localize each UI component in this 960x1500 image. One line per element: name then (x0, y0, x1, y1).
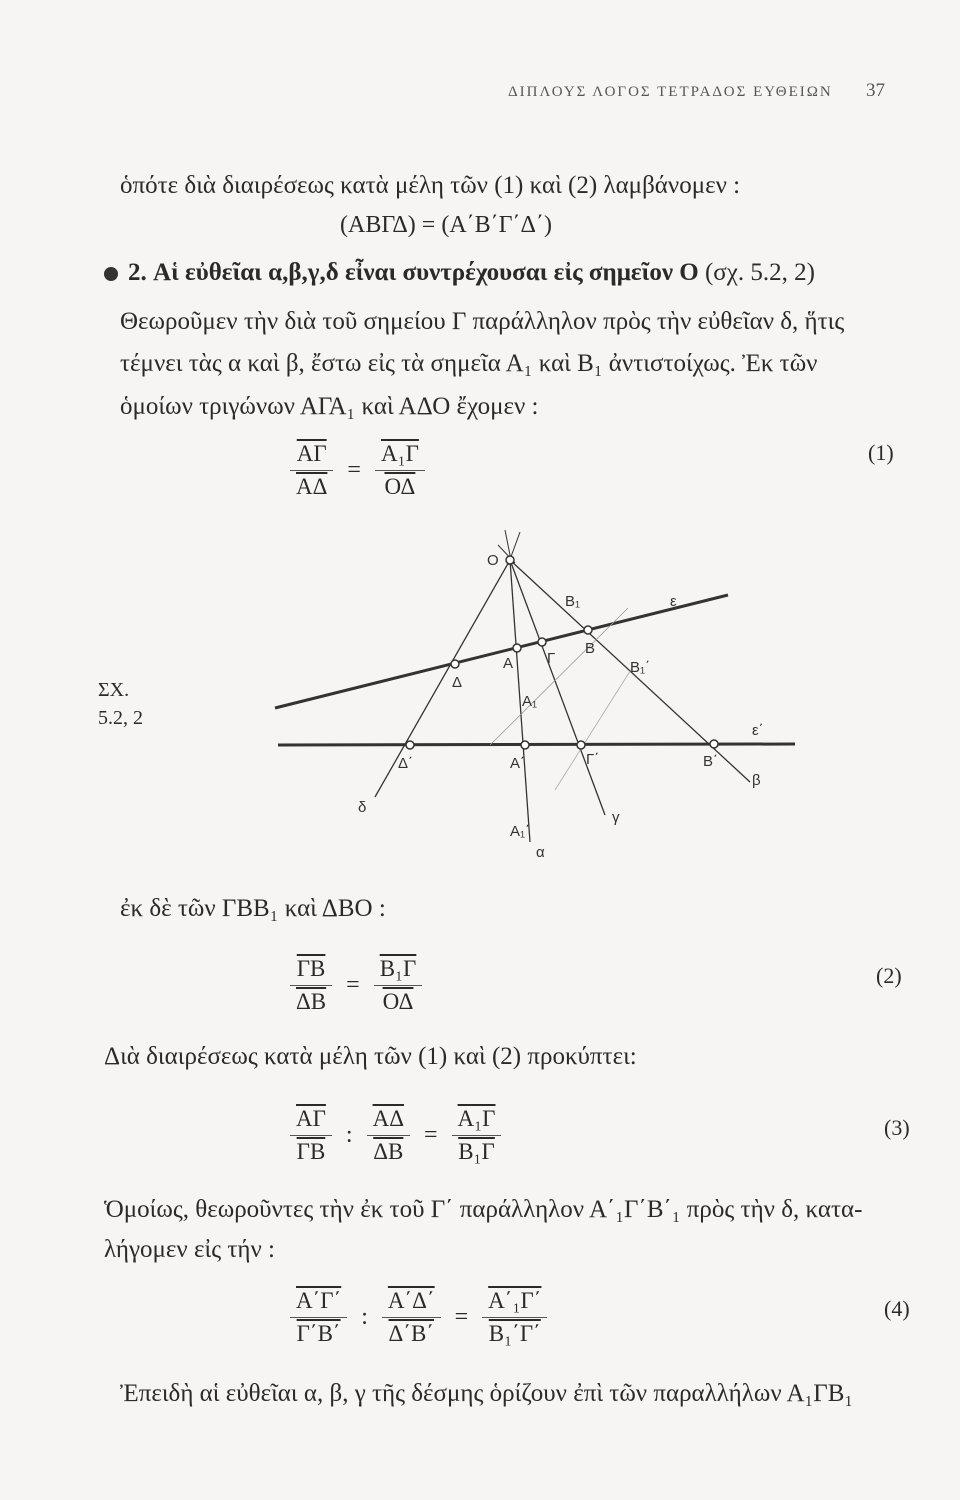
point-delta-prime (406, 741, 414, 749)
case-2-title: Αἱ εὐθεῖαι α,β,γ,δ εἶναι συντρέχουσαι εἰς σημεῖον Ο (153, 259, 699, 286)
label-b-prime: B΄ (703, 753, 718, 770)
case-2-number: 2. (128, 259, 147, 286)
eq3-equals: = (424, 1122, 438, 1148)
eq2-rhs-num: Β₁Γ (374, 953, 423, 986)
eq2-rhs-fraction (374, 953, 423, 1018)
label-a1-prime: A₁΄ (510, 823, 531, 840)
cross-ratio-equation: (ΑΒΓΔ) = (Α΄Β΄Γ΄Δ΄) (340, 212, 552, 238)
label-delta-point: Δ (452, 674, 463, 691)
label-delta-prime: Δ΄ (398, 755, 414, 772)
para2-line-2: λήγομεν εἰς τήν : (104, 1236, 275, 1263)
point-delta (451, 660, 459, 668)
para2-line-1: Ὁμοίως, θεωροῦντες τὴν ἐκ τοῦ Γ΄ παράλληλον Α΄₁Γ΄Β΄₁ πρὸς τὴν δ, κατα- (104, 1196, 863, 1223)
label-gamma-line: γ (612, 809, 620, 826)
label-b: B (585, 640, 596, 657)
label-epsilon-prime: ε΄ (752, 722, 764, 739)
eq3-second-fraction (367, 1103, 410, 1168)
label-o: O (487, 552, 499, 569)
point-o (506, 556, 514, 564)
label-epsilon: ε (670, 593, 677, 610)
label-a: A (503, 655, 514, 672)
eq2-lhs-num: $\overline{\Gamma B}$ (290, 953, 332, 986)
eq3-first-fraction (290, 1103, 332, 1168)
running-title: ΔΙΠΛΟΥΣ ΛΟΓΟΣ ΤΕΤΡΑΔΟΣ ΕΥΘΕΙΩΝ (508, 84, 833, 100)
para1-line-3: ὁμοίων τριγώνων ΑΓΑ₁ καὶ ΑΔΟ ἔχομεν : (120, 393, 539, 420)
eq4-third-num: Α΄₁Γ΄ (482, 1285, 547, 1318)
para1-line-2: τέμνει τὰς α καὶ β, ἔστω εἰς τὰ σημεῖα Α₁ καὶ Β₁ ἀντιστοίχως. Ἐκ τῶν (120, 350, 818, 377)
eq2-rhs-den: ΟΔ (382, 989, 414, 1014)
point-a (513, 644, 521, 652)
parallel-through-gamma (490, 608, 628, 745)
eq4-first-num: Α΄Γ΄ (290, 1285, 347, 1318)
eq3-third-fraction (452, 1103, 502, 1168)
eq2-lhs-fraction (290, 953, 332, 1018)
label-a-prime: A΄ (510, 755, 525, 772)
label-gamma-prime: Γ΄ (586, 751, 600, 768)
line-gamma (510, 560, 605, 815)
eq3-number: (3) (884, 1115, 910, 1140)
label-beta: β (752, 772, 761, 789)
label-delta-line: δ (358, 799, 367, 816)
label-gamma-point: Γ (547, 650, 556, 667)
eq4-second-den: Δ΄Β΄ (388, 1321, 434, 1346)
eq1-lhs-den: ΑΔ (296, 474, 328, 499)
point-a-prime (521, 741, 529, 749)
eq4-third-fraction (482, 1285, 547, 1350)
equation-3 (290, 1103, 501, 1168)
text-line-division: Διὰ διαιρέσεως κατὰ μέλη τῶν (1) καὶ (2) προκύπτει: (104, 1043, 637, 1070)
eq3-colon: : (345, 1122, 353, 1148)
line-epsilon (275, 595, 728, 708)
eq3-third-num: Α₁Γ (452, 1103, 502, 1136)
para1-line-1: Θεωροῦμεν τὴν διὰ τοῦ σημείου Γ παράλληλον πρὸς τὴν εὐθεῖαν δ, ἥτις (120, 308, 845, 335)
eq4-first-fraction (290, 1285, 347, 1350)
point-gamma (538, 638, 546, 646)
eq2-number: (2) (876, 963, 902, 988)
eq3-second-den: ΔΒ (373, 1139, 404, 1164)
parallel-through-gamma-prime (555, 668, 632, 790)
text-line-after-figure: ἐκ δὲ τῶν ΓΒΒ₁ καὶ ΔΒΟ : (120, 895, 386, 922)
figure-caption-line-1: ΣΧ. (98, 679, 130, 701)
equation-2 (290, 953, 422, 1018)
case-2-figure-ref: (σχ. 5.2, 2) (704, 259, 815, 286)
figure-caption-line-2: 5.2, 2 (98, 707, 143, 729)
point-gamma-prime (577, 741, 585, 749)
eq4-colon: : (361, 1304, 368, 1330)
eq3-third-den: Β₁Γ (458, 1139, 495, 1164)
eq1-rhs-num: Α₁Γ (375, 438, 425, 471)
label-b1-prime: B₁΄ (630, 659, 651, 676)
label-a1: A₁ (522, 693, 538, 710)
eq4-equals: = (454, 1304, 469, 1330)
eq3-second-num: $\overline{A\Delta}$ (367, 1103, 410, 1136)
label-alpha-line: α (536, 844, 545, 861)
label-b1: B₁ (565, 593, 581, 610)
eq1-rhs-den: ΟΔ (384, 474, 416, 499)
eq4-second-num: Α΄Δ΄ (382, 1285, 441, 1318)
point-b (584, 626, 592, 634)
point-b-prime (710, 740, 718, 748)
eq1-equals: = (347, 457, 361, 483)
text-last-line: Ἐπειδὴ αἱ εὐθεῖαι α, β, γ τῆς δέσμης ὁρίζουν ἐπὶ τῶν παραλλήλων Α₁ΓΒ₁ (120, 1380, 854, 1407)
eq4-second-fraction (382, 1285, 441, 1350)
text-line-1: ὁπότε διὰ διαιρέσεως κατὰ μέλη τῶν (1) καὶ (2) λαμβάνομεν : (120, 172, 741, 199)
eq3-first-den: ΓΒ (296, 1139, 326, 1164)
eq3-first-num: $\overline{A\Gamma}$ (290, 1103, 332, 1136)
eq2-lhs-den: ΔΒ (296, 989, 327, 1014)
eq1-lhs-num: $\overline{A\Gamma}$ (290, 438, 333, 471)
eq4-first-den: Γ΄Β΄ (296, 1321, 341, 1346)
equation-4 (290, 1285, 547, 1350)
page-number: 37 (866, 80, 885, 101)
eq2-equals: = (346, 972, 360, 998)
eq4-number: (4) (884, 1296, 910, 1321)
eq4-third-den: Β₁΄Γ΄ (488, 1321, 541, 1346)
eq1-number: (1) (868, 440, 894, 465)
